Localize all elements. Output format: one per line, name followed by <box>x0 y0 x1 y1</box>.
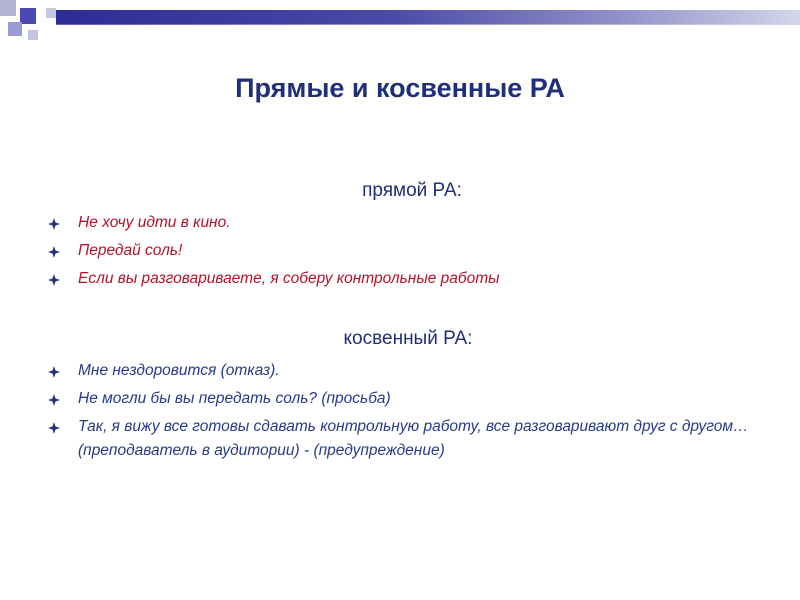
list-item <box>40 267 760 291</box>
decor-square <box>0 0 16 16</box>
diamond-bullet-icon <box>48 394 60 406</box>
header-gradient-band <box>56 10 800 25</box>
list-item <box>40 415 760 463</box>
header-decoration <box>0 0 800 50</box>
decor-square <box>28 30 38 40</box>
list-item <box>40 211 760 235</box>
diamond-bullet-icon <box>48 422 60 434</box>
decor-square <box>8 22 22 36</box>
diamond-bullet-icon <box>48 366 60 378</box>
list-item-text: Если вы разговариваете, я соберу контрольные работы <box>78 270 500 287</box>
list-item <box>40 387 760 411</box>
header-gradient-line <box>56 24 800 25</box>
diamond-bullet-icon <box>48 218 60 230</box>
indirect-list <box>40 359 760 467</box>
list-item-text: Передай соль! <box>78 242 183 259</box>
list-item <box>40 239 760 263</box>
list-item <box>40 359 760 383</box>
list-item-text: Так, я вижу все готовы сдавать контрольную работу, все разговаривают друг с другом… (преподаватель в аудитории) - (предупреждение) <box>78 418 749 459</box>
decor-square <box>46 8 56 18</box>
direct-list <box>40 211 760 295</box>
slide-title: Прямые и косвенные РА <box>235 73 565 103</box>
list-item-text: Мне нездоровится (отказ). <box>78 362 280 379</box>
direct-heading: прямой РА: <box>362 180 462 201</box>
list-item-text: Не хочу идти в кино. <box>78 214 231 231</box>
indirect-heading: косвенный РА: <box>343 328 473 349</box>
list-item-text: Не могли бы вы передать соль? (просьба) <box>78 390 391 407</box>
decor-square <box>20 8 36 24</box>
diamond-bullet-icon <box>48 246 60 258</box>
diamond-bullet-icon <box>48 274 60 286</box>
